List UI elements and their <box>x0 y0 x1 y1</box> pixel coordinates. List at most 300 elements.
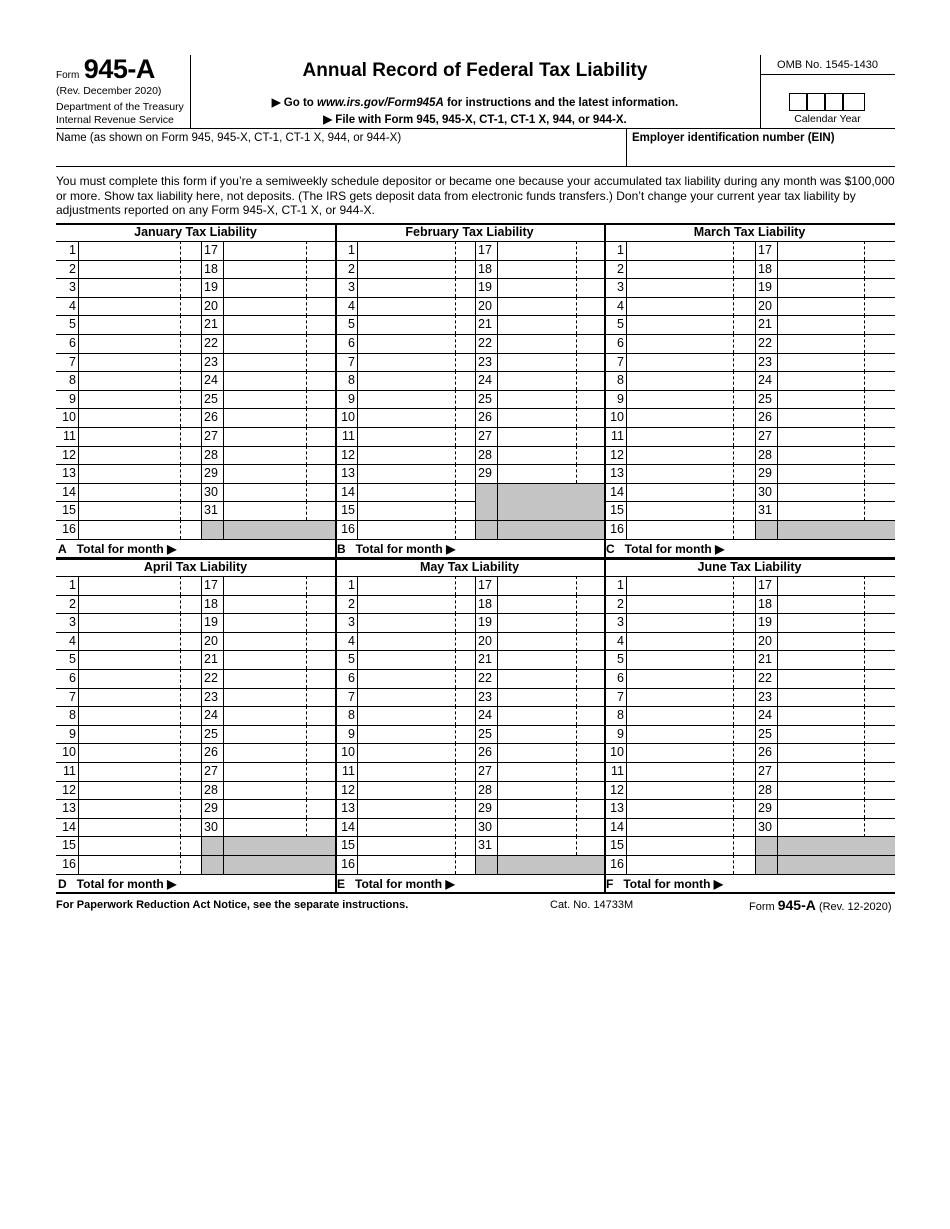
shaded-cell <box>498 856 604 874</box>
liability-input-day-8[interactable] <box>358 706 475 725</box>
liability-input-day-18[interactable] <box>498 595 604 614</box>
shaded-cell <box>224 856 335 874</box>
year-digit-2[interactable] <box>807 93 825 111</box>
liability-input-day-13[interactable] <box>627 799 755 818</box>
day-number: 1 <box>348 243 355 257</box>
liability-input-day-9[interactable] <box>79 725 201 744</box>
liability-input-day-7[interactable] <box>358 353 475 372</box>
day-number: 8 <box>617 373 624 387</box>
liability-input-day-9[interactable] <box>358 390 475 409</box>
liability-input-day-16[interactable] <box>358 855 475 874</box>
liability-input-day-8[interactable] <box>358 371 475 390</box>
cell-divider <box>201 725 202 744</box>
liability-input-day-17[interactable] <box>498 241 604 260</box>
liability-input-day-14[interactable] <box>79 818 201 837</box>
cents-separator <box>455 818 456 837</box>
irs-url-link[interactable]: www.irs.gov/Form945A <box>317 97 444 109</box>
liability-input-day-8[interactable] <box>79 706 201 725</box>
liability-input-day-4[interactable] <box>79 297 201 316</box>
liability-input-day-27[interactable] <box>778 762 895 781</box>
liability-input-day-20[interactable] <box>778 297 895 316</box>
liability-input-day-28[interactable] <box>224 446 335 465</box>
liability-input-day-5[interactable] <box>627 315 755 334</box>
liability-input-day-16[interactable] <box>627 520 755 539</box>
liability-input-day-30[interactable] <box>778 483 895 502</box>
liability-input-day-12[interactable] <box>627 446 755 465</box>
cents-separator <box>455 483 456 502</box>
instruction-line-1 <box>190 95 760 109</box>
liability-input-day-17[interactable] <box>778 241 895 260</box>
day-number: 18 <box>478 597 492 611</box>
liability-input-day-25[interactable] <box>498 390 604 409</box>
liability-input-day-6[interactable] <box>358 669 475 688</box>
month-total-input[interactable] <box>485 539 602 558</box>
liability-input-day-12[interactable] <box>79 446 201 465</box>
liability-input-day-19[interactable] <box>778 278 895 297</box>
liability-input-day-30[interactable] <box>498 818 604 837</box>
liability-input-day-26[interactable] <box>224 743 335 762</box>
cents-separator <box>180 706 181 725</box>
liability-input-day-17[interactable] <box>224 576 335 595</box>
liability-input-day-1[interactable] <box>627 241 755 260</box>
liability-input-day-23[interactable] <box>778 688 895 707</box>
liability-input-day-17[interactable] <box>498 576 604 595</box>
liability-input-day-20[interactable] <box>224 297 335 316</box>
cents-separator <box>864 353 865 372</box>
cell-divider <box>201 706 202 725</box>
total-text: Total for month ▶ <box>76 542 177 556</box>
liability-input-day-19[interactable] <box>778 613 895 632</box>
day-number: 16 <box>62 522 76 536</box>
cents-separator <box>180 650 181 669</box>
cell-divider <box>475 371 476 390</box>
day-number: 30 <box>204 820 218 834</box>
liability-input-day-26[interactable] <box>224 408 335 427</box>
day-number: 26 <box>478 410 492 424</box>
liability-input-day-27[interactable] <box>498 427 604 446</box>
liability-input-day-10[interactable] <box>79 743 201 762</box>
liability-input-day-18[interactable] <box>778 595 895 614</box>
liability-input-day-9[interactable] <box>79 390 201 409</box>
month-total-input[interactable] <box>754 539 893 558</box>
day-number: 7 <box>69 690 76 704</box>
liability-input-day-21[interactable] <box>224 650 335 669</box>
liability-input-day-18[interactable] <box>224 260 335 279</box>
day-number: 22 <box>478 336 492 350</box>
month-total-input[interactable] <box>485 874 602 893</box>
liability-input-day-7[interactable] <box>358 688 475 707</box>
liability-input-day-1[interactable] <box>358 576 475 595</box>
liability-input-day-28[interactable] <box>498 781 604 800</box>
liability-input-day-26[interactable] <box>498 408 604 427</box>
liability-input-day-1[interactable] <box>358 241 475 260</box>
liability-input-day-27[interactable] <box>778 427 895 446</box>
liability-input-day-5[interactable] <box>627 650 755 669</box>
day-number: 9 <box>348 392 355 406</box>
month-total-input[interactable] <box>206 874 333 893</box>
liability-input-day-23[interactable] <box>778 353 895 372</box>
liability-input-day-4[interactable] <box>358 632 475 651</box>
liability-input-day-22[interactable] <box>224 669 335 688</box>
cents-separator <box>455 408 456 427</box>
cents-separator <box>455 706 456 725</box>
liability-input-day-3[interactable] <box>79 278 201 297</box>
cell-divider <box>755 725 756 744</box>
liability-input-day-30[interactable] <box>224 483 335 502</box>
liability-input-day-26[interactable] <box>778 743 895 762</box>
day-number: 3 <box>69 615 76 629</box>
liability-input-day-21[interactable] <box>778 315 895 334</box>
liability-input-day-20[interactable] <box>778 632 895 651</box>
day-number: 16 <box>610 857 624 871</box>
total-text: Total for month ▶ <box>623 877 723 891</box>
liability-input-day-17[interactable] <box>224 241 335 260</box>
paperwork-notice: For Paperwork Reduction Act Notice, see the separate instructions. <box>56 899 409 911</box>
liability-input-day-10[interactable] <box>627 743 755 762</box>
liability-input-day-25[interactable] <box>224 390 335 409</box>
cents-separator <box>576 781 577 800</box>
cents-separator <box>576 613 577 632</box>
liability-input-day-27[interactable] <box>224 427 335 446</box>
liability-input-day-24[interactable] <box>224 371 335 390</box>
liability-input-day-15[interactable] <box>79 501 201 520</box>
day-number: 10 <box>610 745 624 759</box>
liability-input-day-6[interactable] <box>79 334 201 353</box>
liability-input-day-3[interactable] <box>627 613 755 632</box>
liability-input-day-5[interactable] <box>79 315 201 334</box>
liability-input-day-12[interactable] <box>358 781 475 800</box>
cents-separator <box>864 781 865 800</box>
liability-input-day-18[interactable] <box>498 260 604 279</box>
liability-input-day-8[interactable] <box>627 706 755 725</box>
day-number: 17 <box>204 578 218 592</box>
liability-input-day-12[interactable] <box>358 446 475 465</box>
liability-input-day-6[interactable] <box>627 669 755 688</box>
liability-input-day-19[interactable] <box>498 278 604 297</box>
liability-input-day-10[interactable] <box>358 408 475 427</box>
liability-input-day-17[interactable] <box>778 576 895 595</box>
liability-input-day-27[interactable] <box>498 762 604 781</box>
liability-input-day-28[interactable] <box>498 446 604 465</box>
liability-input-day-9[interactable] <box>358 725 475 744</box>
liability-input-day-18[interactable] <box>778 260 895 279</box>
liability-input-day-16[interactable] <box>79 520 201 539</box>
liability-input-day-7[interactable] <box>627 688 755 707</box>
liability-input-day-20[interactable] <box>224 632 335 651</box>
liability-input-day-7[interactable] <box>627 353 755 372</box>
cents-separator <box>455 836 456 855</box>
liability-input-day-22[interactable] <box>778 334 895 353</box>
shaded-cell <box>498 484 604 502</box>
cell-divider <box>201 353 202 372</box>
day-number: 27 <box>478 764 492 778</box>
liability-input-day-6[interactable] <box>358 334 475 353</box>
liability-input-day-2[interactable] <box>627 595 755 614</box>
liability-input-day-7[interactable] <box>79 353 201 372</box>
liability-input-day-4[interactable] <box>358 297 475 316</box>
cents-separator <box>180 278 181 297</box>
cell-divider <box>755 595 756 614</box>
liability-input-day-11[interactable] <box>358 427 475 446</box>
liability-input-day-10[interactable] <box>79 408 201 427</box>
liability-input-day-21[interactable] <box>498 650 604 669</box>
liability-input-day-11[interactable] <box>627 427 755 446</box>
liability-input-day-22[interactable] <box>224 334 335 353</box>
day-number: 15 <box>610 503 624 517</box>
liability-input-day-3[interactable] <box>79 613 201 632</box>
ein-input[interactable] <box>632 147 894 165</box>
liability-input-day-23[interactable] <box>498 353 604 372</box>
liability-input-day-3[interactable] <box>627 278 755 297</box>
day-number: 28 <box>478 783 492 797</box>
cents-separator <box>180 446 181 465</box>
liability-input-day-5[interactable] <box>79 650 201 669</box>
cents-separator <box>455 278 456 297</box>
liability-input-day-20[interactable] <box>498 297 604 316</box>
cents-separator <box>180 595 181 614</box>
cents-separator <box>180 836 181 855</box>
liability-input-day-15[interactable] <box>627 501 755 520</box>
liability-input-day-30[interactable] <box>778 818 895 837</box>
day-number: 28 <box>758 448 772 462</box>
liability-input-day-14[interactable] <box>358 818 475 837</box>
liability-input-day-14[interactable] <box>627 483 755 502</box>
year-digit-3[interactable] <box>825 93 843 111</box>
shaded-cell <box>224 837 335 855</box>
liability-input-day-15[interactable] <box>79 836 201 855</box>
liability-input-day-12[interactable] <box>79 781 201 800</box>
liability-input-day-21[interactable] <box>224 315 335 334</box>
cell-divider <box>475 390 476 409</box>
liability-input-day-10[interactable] <box>627 408 755 427</box>
cell-divider <box>755 483 756 502</box>
liability-input-day-11[interactable] <box>79 427 201 446</box>
day-number: 18 <box>204 262 218 276</box>
cell-divider <box>201 595 202 614</box>
liability-input-day-24[interactable] <box>778 706 895 725</box>
liability-input-day-28[interactable] <box>778 446 895 465</box>
liability-input-day-25[interactable] <box>498 725 604 744</box>
liability-input-day-22[interactable] <box>498 669 604 688</box>
day-number: 11 <box>611 764 624 778</box>
cell-divider <box>755 762 756 781</box>
cents-separator <box>864 464 865 483</box>
day-number: 30 <box>758 820 772 834</box>
omb-number: OMB No. 1545-1430 <box>777 59 878 71</box>
liability-input-day-2[interactable] <box>358 595 475 614</box>
revision-date: (Rev. December 2020) <box>56 85 162 97</box>
liability-input-day-3[interactable] <box>358 278 475 297</box>
liability-input-day-1[interactable] <box>79 241 201 260</box>
liability-input-day-29[interactable] <box>498 464 604 483</box>
liability-input-day-9[interactable] <box>627 390 755 409</box>
name-input[interactable] <box>56 147 626 165</box>
shaded-cell <box>756 837 777 855</box>
cents-separator <box>180 427 181 446</box>
liability-input-day-21[interactable] <box>498 315 604 334</box>
liability-input-day-23[interactable] <box>498 688 604 707</box>
liability-input-day-7[interactable] <box>79 688 201 707</box>
cents-separator <box>180 613 181 632</box>
liability-input-day-29[interactable] <box>778 799 895 818</box>
liability-input-day-11[interactable] <box>79 762 201 781</box>
cents-separator <box>733 743 734 762</box>
cents-separator <box>864 799 865 818</box>
liability-input-day-28[interactable] <box>778 781 895 800</box>
liability-input-day-13[interactable] <box>627 464 755 483</box>
cents-separator <box>576 390 577 409</box>
liability-input-day-29[interactable] <box>498 799 604 818</box>
liability-input-day-19[interactable] <box>498 613 604 632</box>
day-number: 21 <box>758 652 772 666</box>
liability-input-day-20[interactable] <box>498 632 604 651</box>
total-letter: D <box>58 877 67 891</box>
liability-input-day-25[interactable] <box>778 725 895 744</box>
liability-input-day-30[interactable] <box>224 818 335 837</box>
liability-input-day-13[interactable] <box>79 799 201 818</box>
cell-divider <box>755 334 756 353</box>
liability-input-day-24[interactable] <box>778 371 895 390</box>
day-number: 25 <box>478 727 492 741</box>
liability-input-day-29[interactable] <box>224 799 335 818</box>
liability-input-day-14[interactable] <box>627 818 755 837</box>
liability-input-day-31[interactable] <box>224 501 335 520</box>
liability-input-day-22[interactable] <box>498 334 604 353</box>
cents-separator <box>455 353 456 372</box>
month-total-input[interactable] <box>206 539 333 558</box>
day-number: 31 <box>758 503 772 517</box>
department: Department of the Treasury <box>56 101 184 113</box>
liability-input-day-13[interactable] <box>79 464 201 483</box>
liability-input-day-27[interactable] <box>224 762 335 781</box>
liability-input-day-14[interactable] <box>358 483 475 502</box>
liability-input-day-14[interactable] <box>79 483 201 502</box>
day-number: 12 <box>62 448 76 462</box>
instruction-prefix: ▶ Go to <box>271 97 317 109</box>
liability-input-day-2[interactable] <box>79 595 201 614</box>
cents-separator <box>733 781 734 800</box>
liability-input-day-4[interactable] <box>79 632 201 651</box>
liability-input-day-13[interactable] <box>358 799 475 818</box>
liability-input-day-2[interactable] <box>79 260 201 279</box>
liability-input-day-1[interactable] <box>79 576 201 595</box>
liability-input-day-29[interactable] <box>224 464 335 483</box>
cents-separator <box>455 576 456 595</box>
cell-divider <box>755 781 756 800</box>
cents-separator <box>733 297 734 316</box>
day-number: 19 <box>204 280 218 294</box>
liability-input-day-16[interactable] <box>79 855 201 874</box>
liability-input-day-6[interactable] <box>627 334 755 353</box>
liability-input-day-31[interactable] <box>778 501 895 520</box>
liability-input-day-8[interactable] <box>79 371 201 390</box>
liability-input-day-6[interactable] <box>79 669 201 688</box>
cents-separator <box>455 632 456 651</box>
liability-input-day-15[interactable] <box>627 836 755 855</box>
day-number: 10 <box>62 745 76 759</box>
liability-input-day-11[interactable] <box>358 762 475 781</box>
liability-input-day-13[interactable] <box>358 464 475 483</box>
cell-divider <box>755 650 756 669</box>
liability-input-day-25[interactable] <box>224 725 335 744</box>
liability-input-day-28[interactable] <box>224 781 335 800</box>
year-digit-4[interactable] <box>843 93 865 111</box>
liability-input-day-12[interactable] <box>627 781 755 800</box>
cents-separator <box>576 799 577 818</box>
liability-input-day-4[interactable] <box>627 632 755 651</box>
cell-divider <box>475 613 476 632</box>
liability-input-day-22[interactable] <box>778 669 895 688</box>
liability-input-day-24[interactable] <box>498 371 604 390</box>
liability-input-day-11[interactable] <box>627 762 755 781</box>
day-number: 14 <box>341 485 355 499</box>
liability-input-day-4[interactable] <box>627 297 755 316</box>
liability-input-day-1[interactable] <box>627 576 755 595</box>
cents-separator <box>180 818 181 837</box>
cell-divider <box>755 408 756 427</box>
liability-input-day-15[interactable] <box>358 836 475 855</box>
cents-separator <box>576 315 577 334</box>
day-number: 20 <box>204 299 218 313</box>
liability-input-day-3[interactable] <box>358 613 475 632</box>
day-number: 12 <box>610 783 624 797</box>
liability-input-day-16[interactable] <box>627 855 755 874</box>
liability-input-day-5[interactable] <box>358 650 475 669</box>
liability-input-day-19[interactable] <box>224 278 335 297</box>
total-letter: B <box>337 542 346 556</box>
liability-input-day-23[interactable] <box>224 353 335 372</box>
cents-separator <box>864 576 865 595</box>
liability-input-day-5[interactable] <box>358 315 475 334</box>
liability-input-day-19[interactable] <box>224 613 335 632</box>
liability-input-day-21[interactable] <box>778 650 895 669</box>
liability-input-day-26[interactable] <box>498 743 604 762</box>
liability-input-day-10[interactable] <box>358 743 475 762</box>
cents-separator <box>455 390 456 409</box>
day-number: 10 <box>62 410 76 424</box>
cell-divider <box>475 799 476 818</box>
catalog-number: Cat. No. 14733M <box>550 899 634 911</box>
day-number: 12 <box>341 783 355 797</box>
cell-divider <box>755 260 756 279</box>
cents-separator <box>733 427 734 446</box>
liability-input-day-8[interactable] <box>627 371 755 390</box>
cents-separator <box>306 353 307 372</box>
liability-input-day-23[interactable] <box>224 688 335 707</box>
liability-input-day-24[interactable] <box>224 706 335 725</box>
liability-input-day-2[interactable] <box>627 260 755 279</box>
day-number: 9 <box>69 392 76 406</box>
day-number: 13 <box>610 801 624 815</box>
liability-input-day-29[interactable] <box>778 464 895 483</box>
cell-divider <box>475 464 476 483</box>
liability-input-day-24[interactable] <box>498 706 604 725</box>
year-digit-1[interactable] <box>789 93 807 111</box>
cents-separator <box>576 743 577 762</box>
liability-input-day-31[interactable] <box>498 836 604 855</box>
day-number: 27 <box>204 764 218 778</box>
liability-input-day-9[interactable] <box>627 725 755 744</box>
day-number: 26 <box>478 745 492 759</box>
liability-input-day-26[interactable] <box>778 408 895 427</box>
liability-input-day-18[interactable] <box>224 595 335 614</box>
liability-input-day-2[interactable] <box>358 260 475 279</box>
liability-input-day-16[interactable] <box>358 520 475 539</box>
cell-divider <box>475 353 476 372</box>
liability-input-day-15[interactable] <box>358 501 475 520</box>
month-total-input[interactable] <box>754 874 893 893</box>
liability-input-day-25[interactable] <box>778 390 895 409</box>
